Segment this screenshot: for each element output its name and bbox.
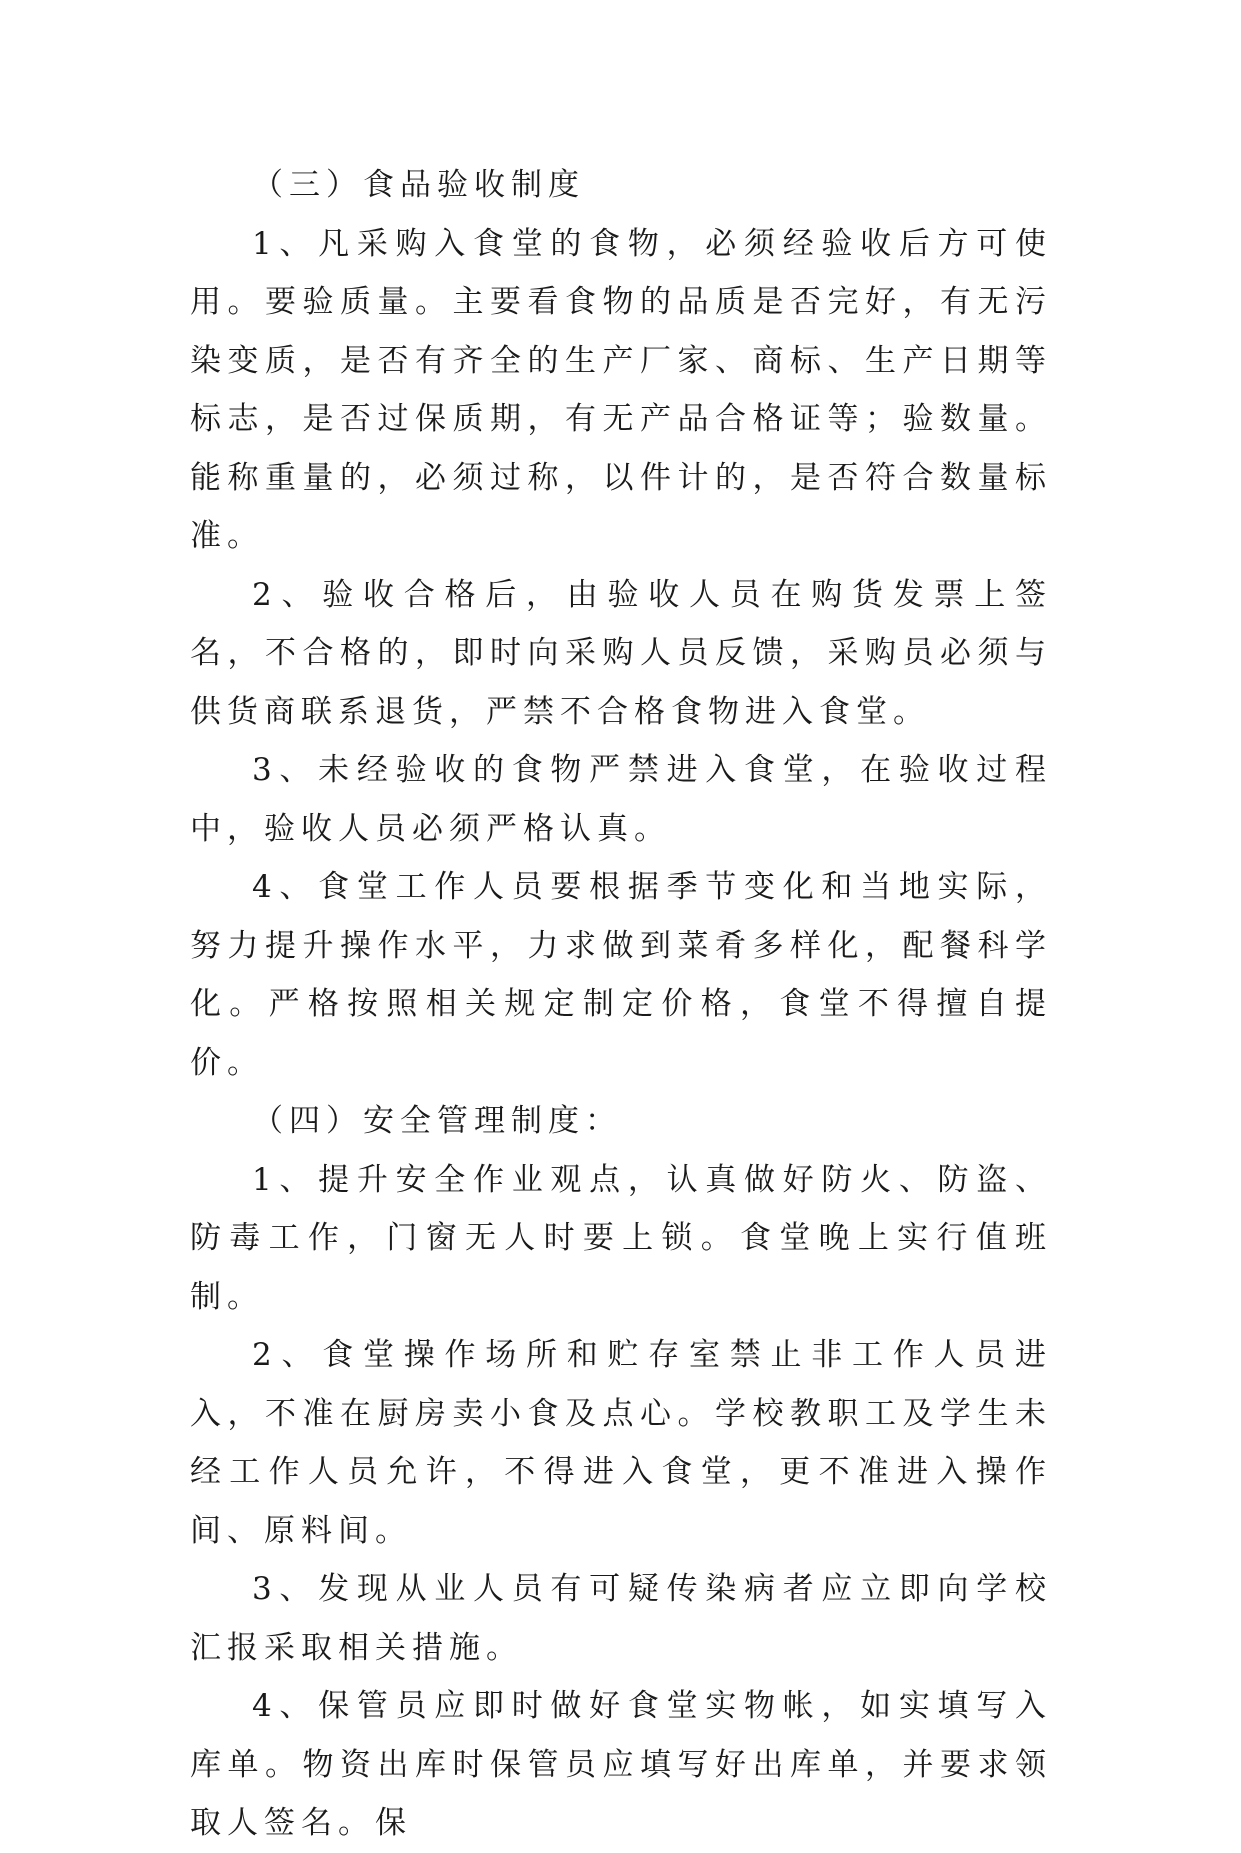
- paragraph: 1、提升安全作业观点，认真做好防火、防盗、防毒工作，门窗无人时要上锁。食堂晚上实行值班制。: [190, 1161, 1052, 1315]
- section-heading-safety-management: （四）安全管理制度：: [252, 1103, 622, 1139]
- paragraph: 3、发现从业人员有可疑传染病者应立即向学校汇报采取相关措施。: [190, 1571, 1052, 1666]
- paragraph: 4、保管员应即时做好食堂实物帐，如实填写入库单。物资出库时保管员应填写好出库单，并要求领取人签名。保: [190, 1688, 1052, 1841]
- paragraph: 4、食堂工作人员要根据季节变化和当地实际，努力提升操作水平，力求做到菜肴多样化，配餐科学化。严格按照相关规定制定价格，食堂不得擅自提价。: [190, 869, 1052, 1081]
- paragraph: 2、验收合格后，由验收人员在购货发票上签名，不合格的，即时向采购人员反馈，采购员必须与供货商联系退货，严禁不合格食物进入食堂。: [190, 576, 1052, 730]
- section-heading-food-acceptance: （三）食品验收制度: [252, 167, 585, 203]
- paragraph: 1、凡采购入食堂的食物，必须经验收后方可使用。要验质量。主要看食物的品质是否完好，有无污染变质，是否有齐全的生产厂家、商标、生产日期等标志，是否过保质期，有无产品合格证等；验数量。能称重量的，必须过称，以件计的，是否符合数量标准。: [190, 225, 1052, 554]
- paragraph: 2、食堂操作场所和贮存室禁止非工作人员进入，不准在厨房卖小食及点心。学校教职工及学生未经工作人员允许，不得进入食堂，更不准进入操作间、原料间。: [190, 1337, 1052, 1549]
- document-body: [190, 156, 1052, 1853]
- paragraph: 3、未经验收的食物严禁进入食堂，在验收过程中，验收人员必须严格认真。: [190, 752, 1052, 847]
